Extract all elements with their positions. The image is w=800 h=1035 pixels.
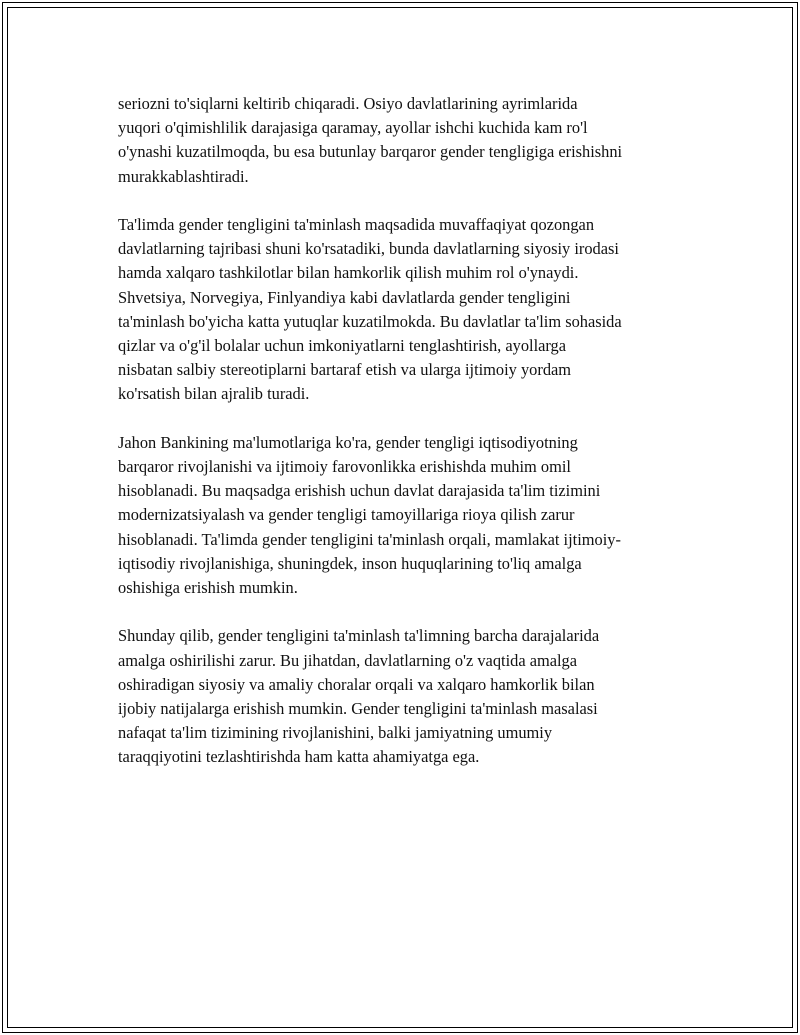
paragraph-2: Ta'limda gender tengligini ta'minlash maqsadida muvaffaqiyat qozongan davlatlarning tajribasi shuni ko'rsatadiki, bunda davlatlarning siyosiy irodasi hamda xalqaro tashkilotlar bilan hamkorlik qilish muhim rol o'ynaydi. Shvetsiya, Norvegiya, Finlyandiya kabi davlatlarda gender tengligini ta'minlash bo'yicha katta yutuqlar kuzatilmokda. Bu davlatlar ta'lim sohasida qizlar va o'g'il bolalar uchun imkoniyatlarni tenglashtirish, ayollarga nisbatan salbiy stereotiplarni bartaraf etish va ularga ijtimoiy yordam ko'rsatish bilan ajralib turadi.	[118, 215, 622, 404]
document-body	[118, 92, 688, 770]
paragraph-1: seriozni to'siqlarni keltirib chiqaradi. Osiyo davlatlarining ayrimlarida yuqori o'qimishlilik darajasiga qaramay, ayollar ishchi kuchida kam ro'l o'ynashi kuzatilmoqda, bu esa butunlay barqaror gender tengligiga erishishni murakkablashtiradi.	[118, 94, 623, 186]
paragraph-4: Shunday qilib, gender tengligini ta'minlash ta'limning barcha darajalarida amalga oshirilishi zarur. Bu jihatdan, davlatlarning o'z vaqtida amalga oshiradigan siyosiy va amaliy choralar orqali va xalqaro hamkorlik bilan ijobiy natijalarga erishish mumkin. Gender tengligini ta'minlash masalasi nafaqat ta'lim tizimining rivojlanishini, balki jamiyatning umumiy taraqqiyotini tezlashtirishda ham katta ahamiyatga ega.	[118, 626, 600, 767]
paragraph-3: Jahon Bankining ma'lumotlariga ko'ra, gender tengligi iqtisodiyotning barqaror rivojlanishi va ijtimoiy farovonlikka erishishda muhim omil hisoblanadi. Bu maqsadga erishish uchun davlat darajasida ta'lim tizimini modernizatsiyalash va gender tengligi tamoyillariga rioya qilish zarur hisoblanadi. Ta'limda gender tengligini ta'minlash orqali, mamlakat ijtimoiy- iqtisodiy rivojlanishiga, shuningdek, inson huquqlarining to'liq amalga oshishiga erishish mumkin.	[118, 432, 621, 598]
